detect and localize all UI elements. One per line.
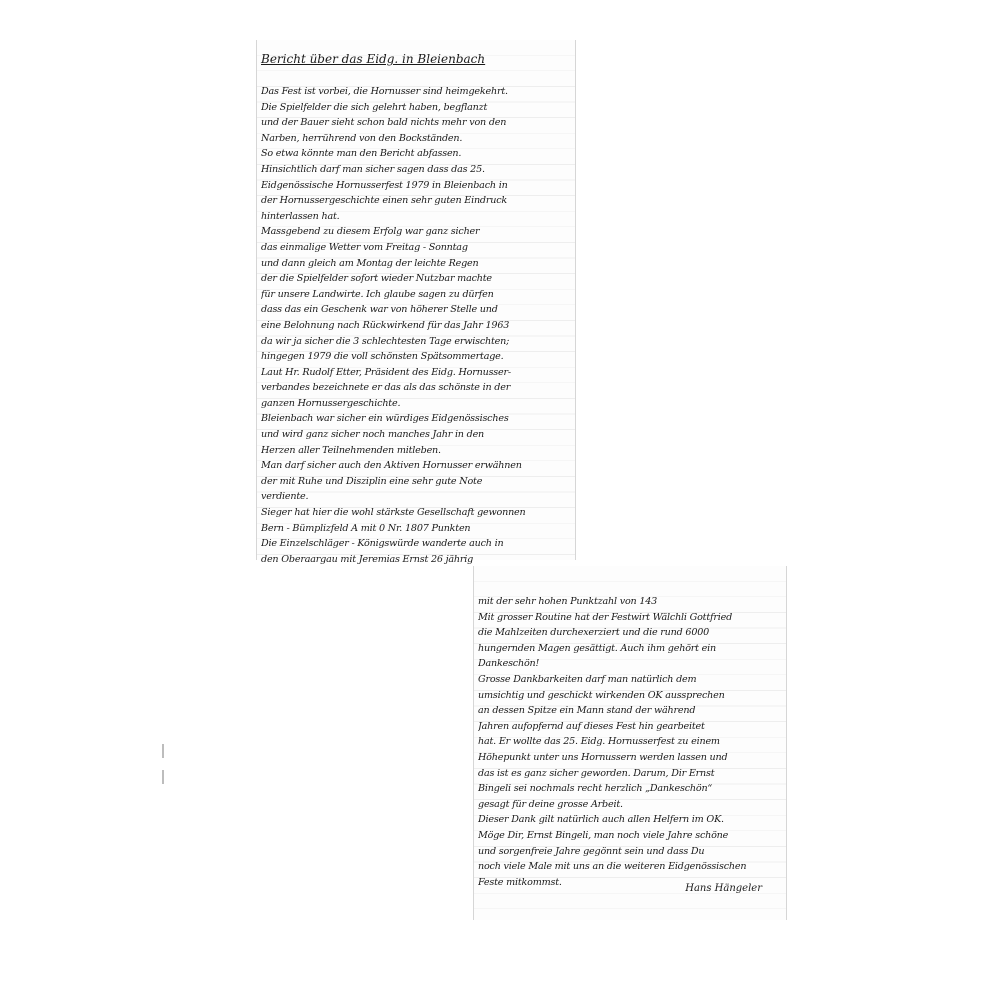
text-line: da wir ja sicher die 3 schlechtesten Tage erwischten;	[261, 335, 510, 347]
text-line: der Hornussergeschichte einen sehr guten Eindruck	[261, 195, 508, 207]
text-line: Bleienbach war sicher ein würdiges Eidgenössisches	[261, 413, 509, 425]
signature: Hans Hängeler	[685, 883, 762, 894]
text-line: Höhepunkt unter uns Hornussern werden lassen und	[478, 751, 728, 763]
text-line: das ist es ganz sicher geworden. Darum, Dir Ernst	[478, 767, 715, 779]
text-line: Hinsichtlich darf man sicher sagen dass das 25.	[261, 163, 485, 175]
text-line: Bern - Bümplizfeld A mit 0 Nr. 1807 Punkten	[261, 522, 471, 534]
scan-mark	[162, 744, 164, 758]
text-line: Grosse Dankbarkeiten darf man natürlich dem	[478, 673, 697, 685]
text-line: Narben, herrührend von den Bockständen.	[261, 132, 463, 144]
text-line: Eidgenössische Hornusserfest 1979 in Bleienbach in	[261, 179, 508, 191]
text-line: hungernden Magen gesättigt. Auch ihm gehört ein	[478, 642, 716, 654]
text-line: das einmalige Wetter vom Freitag - Sonntag	[261, 241, 468, 253]
text-line: ganzen Hornussergeschichte.	[261, 397, 401, 409]
letter-page-2	[473, 566, 787, 920]
text-line: Feste mitkommst.	[478, 876, 562, 888]
text-line: Herzen aller Teilnehmenden mitleben.	[261, 444, 441, 456]
text-line: Massgebend zu diesem Erfolg war ganz sicher	[261, 226, 480, 238]
text-line: der die Spielfelder sofort wieder Nutzbar machte	[261, 273, 492, 285]
text-line: für unsere Landwirte. Ich glaube sagen zu dürfen	[261, 288, 494, 300]
text-line: Laut Hr. Rudolf Etter, Präsident des Eidg. Hornusser-	[261, 366, 511, 378]
text-line: Die Spielfelder die sich gelehrt haben, begflanzt	[261, 101, 488, 113]
text-line: Jahren aufopfernd auf dieses Fest hin gearbeitet	[478, 720, 705, 732]
text-line: und dann gleich am Montag der leichte Regen	[261, 257, 479, 269]
text-line: umsichtig und geschickt wirkenden OK aussprechen	[478, 689, 725, 701]
text-line: gesagt für deine grosse Arbeit.	[478, 798, 623, 810]
text-line: Sieger hat hier die wohl stärkste Gesellschaft gewonnen	[261, 507, 526, 519]
text-line: Mit grosser Routine hat der Festwirt Wälchli Gottfried	[478, 611, 733, 623]
text-line: verdiente.	[261, 491, 309, 503]
text-line: hat. Er wollte das 25. Eidg. Hornusserfest zu einem	[478, 736, 720, 748]
text-line: Die Einzelschläger - Königswürde wanderte auch in	[261, 538, 504, 550]
text-line: den Oberaargau mit Jeremias Ernst 26 jährig	[261, 553, 474, 565]
scan-mark	[162, 770, 164, 784]
text-line: Möge Dir, Ernst Bingeli, man noch viele Jahre schöne	[478, 829, 729, 841]
text-line: dass das ein Geschenk war von höherer Stelle und	[261, 304, 498, 316]
report-title: Bericht über das Eidg. in Bleienbach	[261, 52, 486, 66]
page-2-text	[478, 594, 784, 890]
letter-page-1	[256, 40, 576, 565]
text-line: der mit Ruhe und Disziplin eine sehr gute Note	[261, 475, 483, 487]
text-line: verbandes bezeichnete er das als das schönste in der	[261, 382, 511, 394]
text-line: noch viele Male mit uns an die weiteren Eidgenössischen	[478, 861, 747, 873]
text-line: So etwa könnte man den Bericht abfassen.	[261, 148, 462, 160]
text-line: hingegen 1979 die voll schönsten Spätsommertage.	[261, 351, 504, 363]
text-line: hinterlassen hat.	[261, 210, 340, 222]
text-line: und der Bauer sieht schon bald nichts mehr von den	[261, 117, 507, 129]
text-line: Dankeschön!	[478, 658, 540, 670]
text-line: Das Fest ist vorbei, die Hornusser sind heimgekehrt.	[261, 86, 508, 97]
text-line: und sorgenfreie Jahre gegönnt sein und dass Du	[478, 845, 705, 857]
text-line: Dieser Dank gilt natürlich auch allen Helfern im OK.	[478, 814, 724, 826]
text-line: eine Belohnung nach Rückwirkend für das Jahr 1963	[261, 319, 510, 331]
text-line: und wird ganz sicher noch manches Jahr in den	[261, 429, 485, 441]
text-line: Man darf sicher auch den Aktiven Hornusser erwähnen	[261, 460, 522, 472]
page-1-text	[261, 84, 573, 567]
text-line: die Mahlzeiten durchexerziert und die rund 6000	[478, 627, 710, 639]
text-line: mit der sehr hohen Punktzahl von 143	[478, 596, 658, 607]
text-line: an dessen Spitze ein Mann stand der während	[478, 705, 696, 717]
text-line: Bingeli sei nochmals recht herzlich „Dankeschön“	[478, 783, 713, 795]
